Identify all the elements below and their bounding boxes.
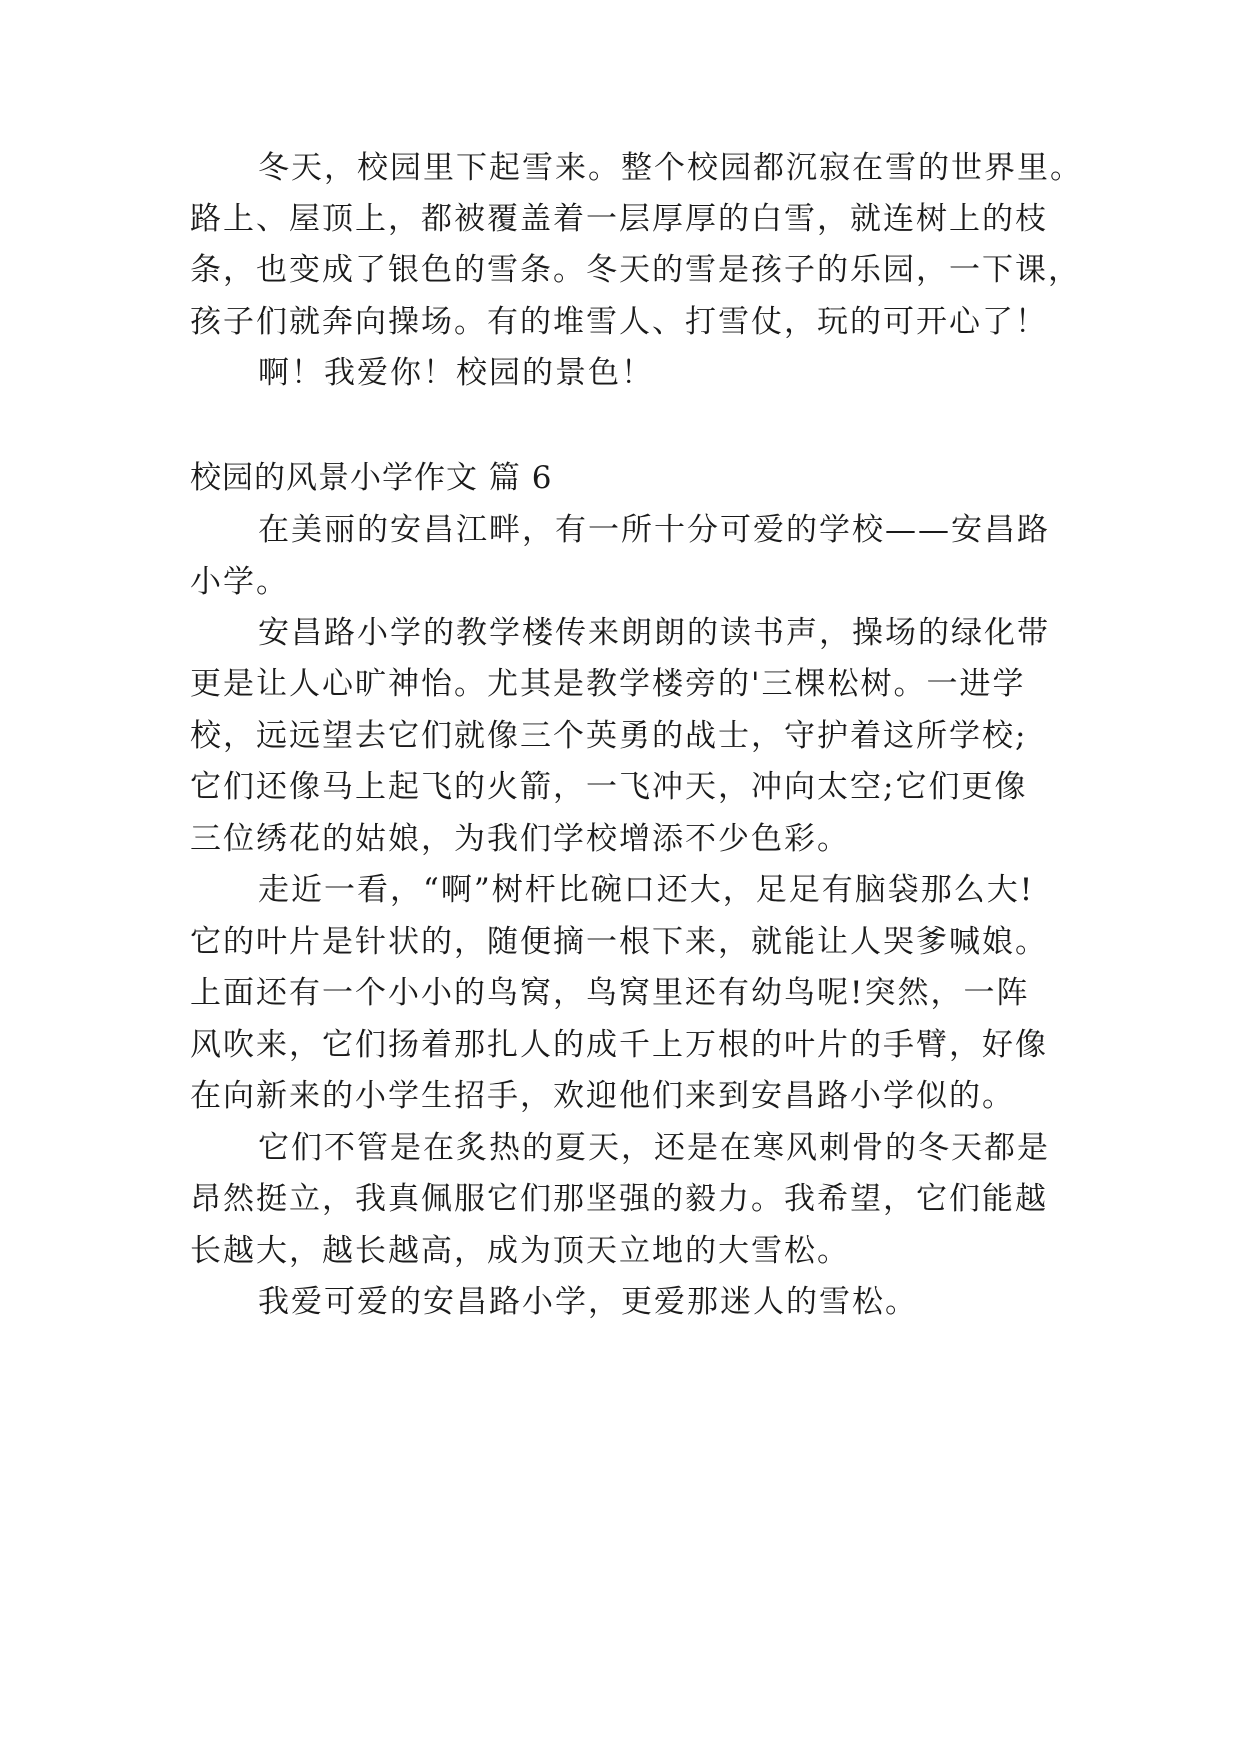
paragraph-line: 它们还像马上起飞的火箭，一飞冲天，冲向太空;它们更像: [190, 769, 1028, 805]
paragraph-line: 上面还有一个小小的鸟窝，鸟窝里还有幼鸟呢!突然，一阵: [190, 975, 1030, 1011]
paragraph-line: 冬天，校园里下起雪来。整个校园都沉寂在雪的世界里。: [258, 150, 1083, 186]
paragraph-line: 它们不管是在炙热的夏天，还是在寒风刺骨的冬天都是: [258, 1130, 1050, 1166]
paragraph-line: 孩子们就奔向操场。有的堆雪人、打雪仗，玩的可开心了！: [190, 304, 1048, 340]
paragraph-line: 走近一看，“啊”树杆比碗口还大，足足有脑袋那么大!: [258, 872, 1035, 908]
paragraph-line: 在美丽的安昌江畔，有一所十分可爱的学校——安昌路: [258, 512, 1050, 548]
paragraph-line: 三位绣花的姑娘，为我们学校增添不少色彩。: [190, 821, 850, 857]
paragraph-line: 我爱可爱的安昌路小学，更爱那迷人的雪松。: [258, 1284, 918, 1320]
paragraph-line: 校，远远望去它们就像三个英勇的战士，守护着这所学校;: [190, 718, 1028, 754]
paragraph-line: 小学。: [190, 564, 289, 600]
section-title: 校园的风景小学作文 篇 6: [190, 460, 553, 496]
paragraph-line: 在向新来的小学生招手，欢迎他们来到安昌路小学似的。: [190, 1078, 1015, 1114]
paragraph-line: 啊！我爱你！校园的景色！: [258, 355, 654, 391]
paragraph-line: 条，也变成了银色的雪条。冬天的雪是孩子的乐园，一下课，: [190, 252, 1081, 288]
paragraph-line: 风吹来，它们扬着那扎人的成千上万根的叶片的手臂，好像: [190, 1027, 1048, 1063]
paragraph-line: 安昌路小学的教学楼传来朗朗的读书声，操场的绿化带: [258, 615, 1050, 651]
paragraph-line: 更是让人心旷神怡。尤其是教学楼旁的'三棵松树。一进学: [190, 666, 1026, 702]
paragraph-line: 路上、屋顶上，都被覆盖着一层厚厚的白雪，就连树上的枝: [190, 201, 1048, 237]
paragraph-line: 长越大，越长越高，成为顶天立地的大雪松。: [190, 1233, 850, 1269]
paragraph-line: 它的叶片是针状的，随便摘一根下来，就能让人哭爹喊娘。: [190, 924, 1048, 960]
paragraph-line: 昂然挺立，我真佩服它们那坚强的毅力。我希望，它们能越: [190, 1181, 1048, 1217]
